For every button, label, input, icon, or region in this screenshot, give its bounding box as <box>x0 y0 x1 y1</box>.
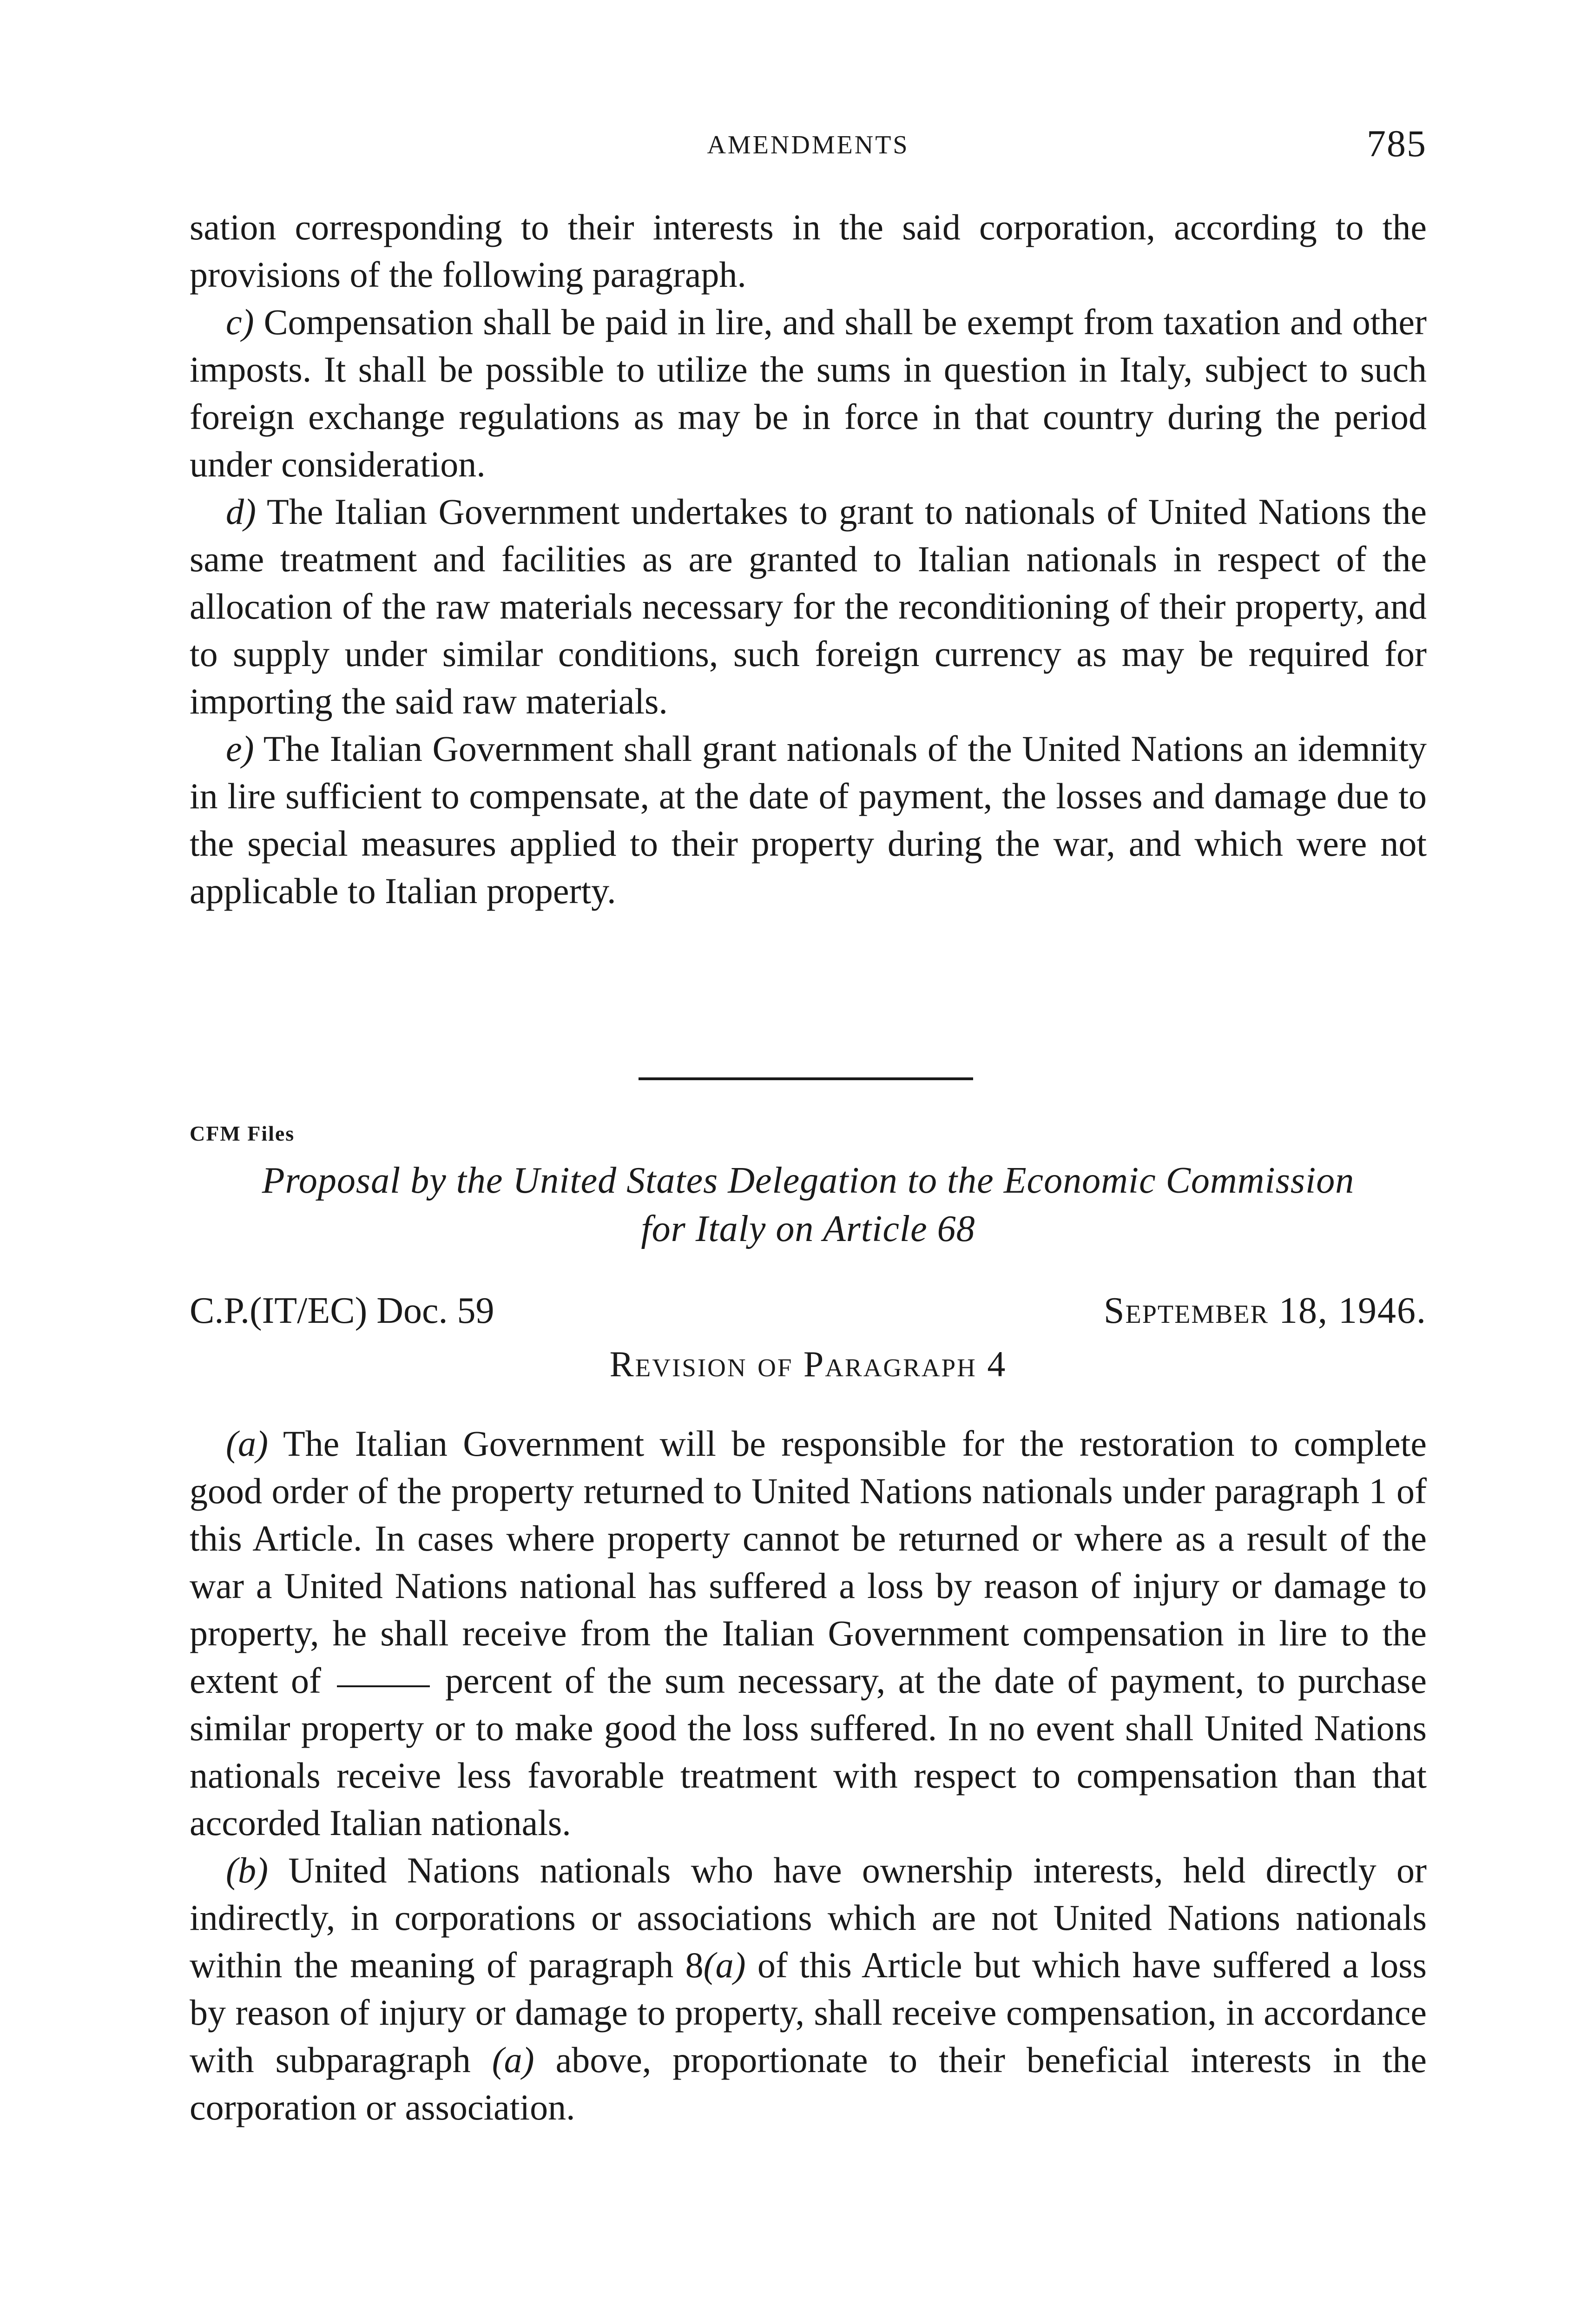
page-number: 785 <box>1367 122 1427 165</box>
paragraph-e-text: The Italian Government shall grant nationals of the United Nations an idemnity in lire sufficient to compensate, at the date of payment, the losses and damage due to the special measures applied to their property during the war, and which were not applicable to Italian property. <box>190 728 1427 911</box>
paragraph-a <box>190 1420 1427 1847</box>
paragraph-b-ref-1: (a) <box>703 1945 746 1985</box>
paragraph-d <box>190 488 1427 725</box>
paragraph-b-label: (b) <box>226 1850 268 1890</box>
document-number: C.P.(IT/EC) Doc. 59 <box>190 1290 494 1331</box>
paragraph-a-text-before-blank: The Italian Government will be responsible for the restoration to complete good order of the property returned to United Nations nationals under paragraph 1 of this Article. In cases where property cannot be returned or where as a result of the war a United Nations national has suffered a loss by reason of injury or damage to property, he shall receive from the Italian Government compensation in lire to the extent of <box>190 1423 1427 1701</box>
running-title: AMENDMENTS <box>707 131 909 159</box>
document-title: Proposal by the United States Delegation to the Economic Commission for Italy on Article 68 <box>262 1160 1355 1249</box>
paragraph-d-text: The Italian Government undertakes to grant to nationals of United Nations the same treatment and facilities as are granted to Italian nationals in respect of the allocation of the raw materials necessary for the reconditioning of their property, and to supply under similar conditions, such foreign currency as may be required for importing the said raw materials. <box>190 491 1427 721</box>
continuation-paragraph: sation corresponding to their interests in the said corporation, according to the provisions of the following paragraph. <box>190 207 1427 295</box>
document-meta <box>190 1290 1427 1341</box>
section-heading: Revision of Paragraph 4 <box>609 1344 1007 1384</box>
paragraph-a-label: (a) <box>226 1423 268 1464</box>
paragraph-b-text-part2: of this Article but which have suffered a loss by reason of injury or damage to property, shall receive compensation, in accordance with subparagraph <box>190 1945 1427 2080</box>
paragraph-c-label: c) <box>226 302 254 342</box>
source-note: CFM Files <box>190 1122 295 1145</box>
paragraph-b-text-part1: United Nations nationals who have ownership interests, held directly or indirectly, in corporations or associations which are not United Nations nationals within the meaning of paragraph 8 <box>190 1850 1427 1985</box>
paragraph-c <box>190 298 1427 488</box>
paragraph-e <box>190 725 1427 915</box>
paragraph-a-text-after-blank: percent of the sum necessary, at the date of payment, to purchase similar property or to make good the loss suffered. In no event shall United Nations nationals receive less favorable treatment with respect to compensation than that accorded Italian nationals. <box>190 1660 1427 1843</box>
proposal-text-block <box>190 1420 1427 2131</box>
paragraph-c-text: Compensation shall be paid in lire, and shall be exempt from taxation and other imposts. It shall be possible to utilize the sums in question in Italy, subject to such foreign exchange regulations as may be in force in that country during the period under consideration. <box>190 302 1427 484</box>
running-head <box>190 122 1427 168</box>
paragraph-b <box>190 1847 1427 2131</box>
continued-text-block <box>190 204 1427 915</box>
document-date: September 18, 1946. <box>1104 1290 1427 1331</box>
section-divider <box>639 1077 973 1080</box>
paragraph-d-label: d) <box>226 491 256 532</box>
percent-blank <box>337 1685 430 1687</box>
paragraph-e-label: e) <box>226 728 254 769</box>
paragraph-b-text-part3: above, proportionate to their beneficial interests in the corporation or association. <box>190 2040 1427 2127</box>
paragraph-b-ref-2: (a) <box>492 2040 534 2080</box>
